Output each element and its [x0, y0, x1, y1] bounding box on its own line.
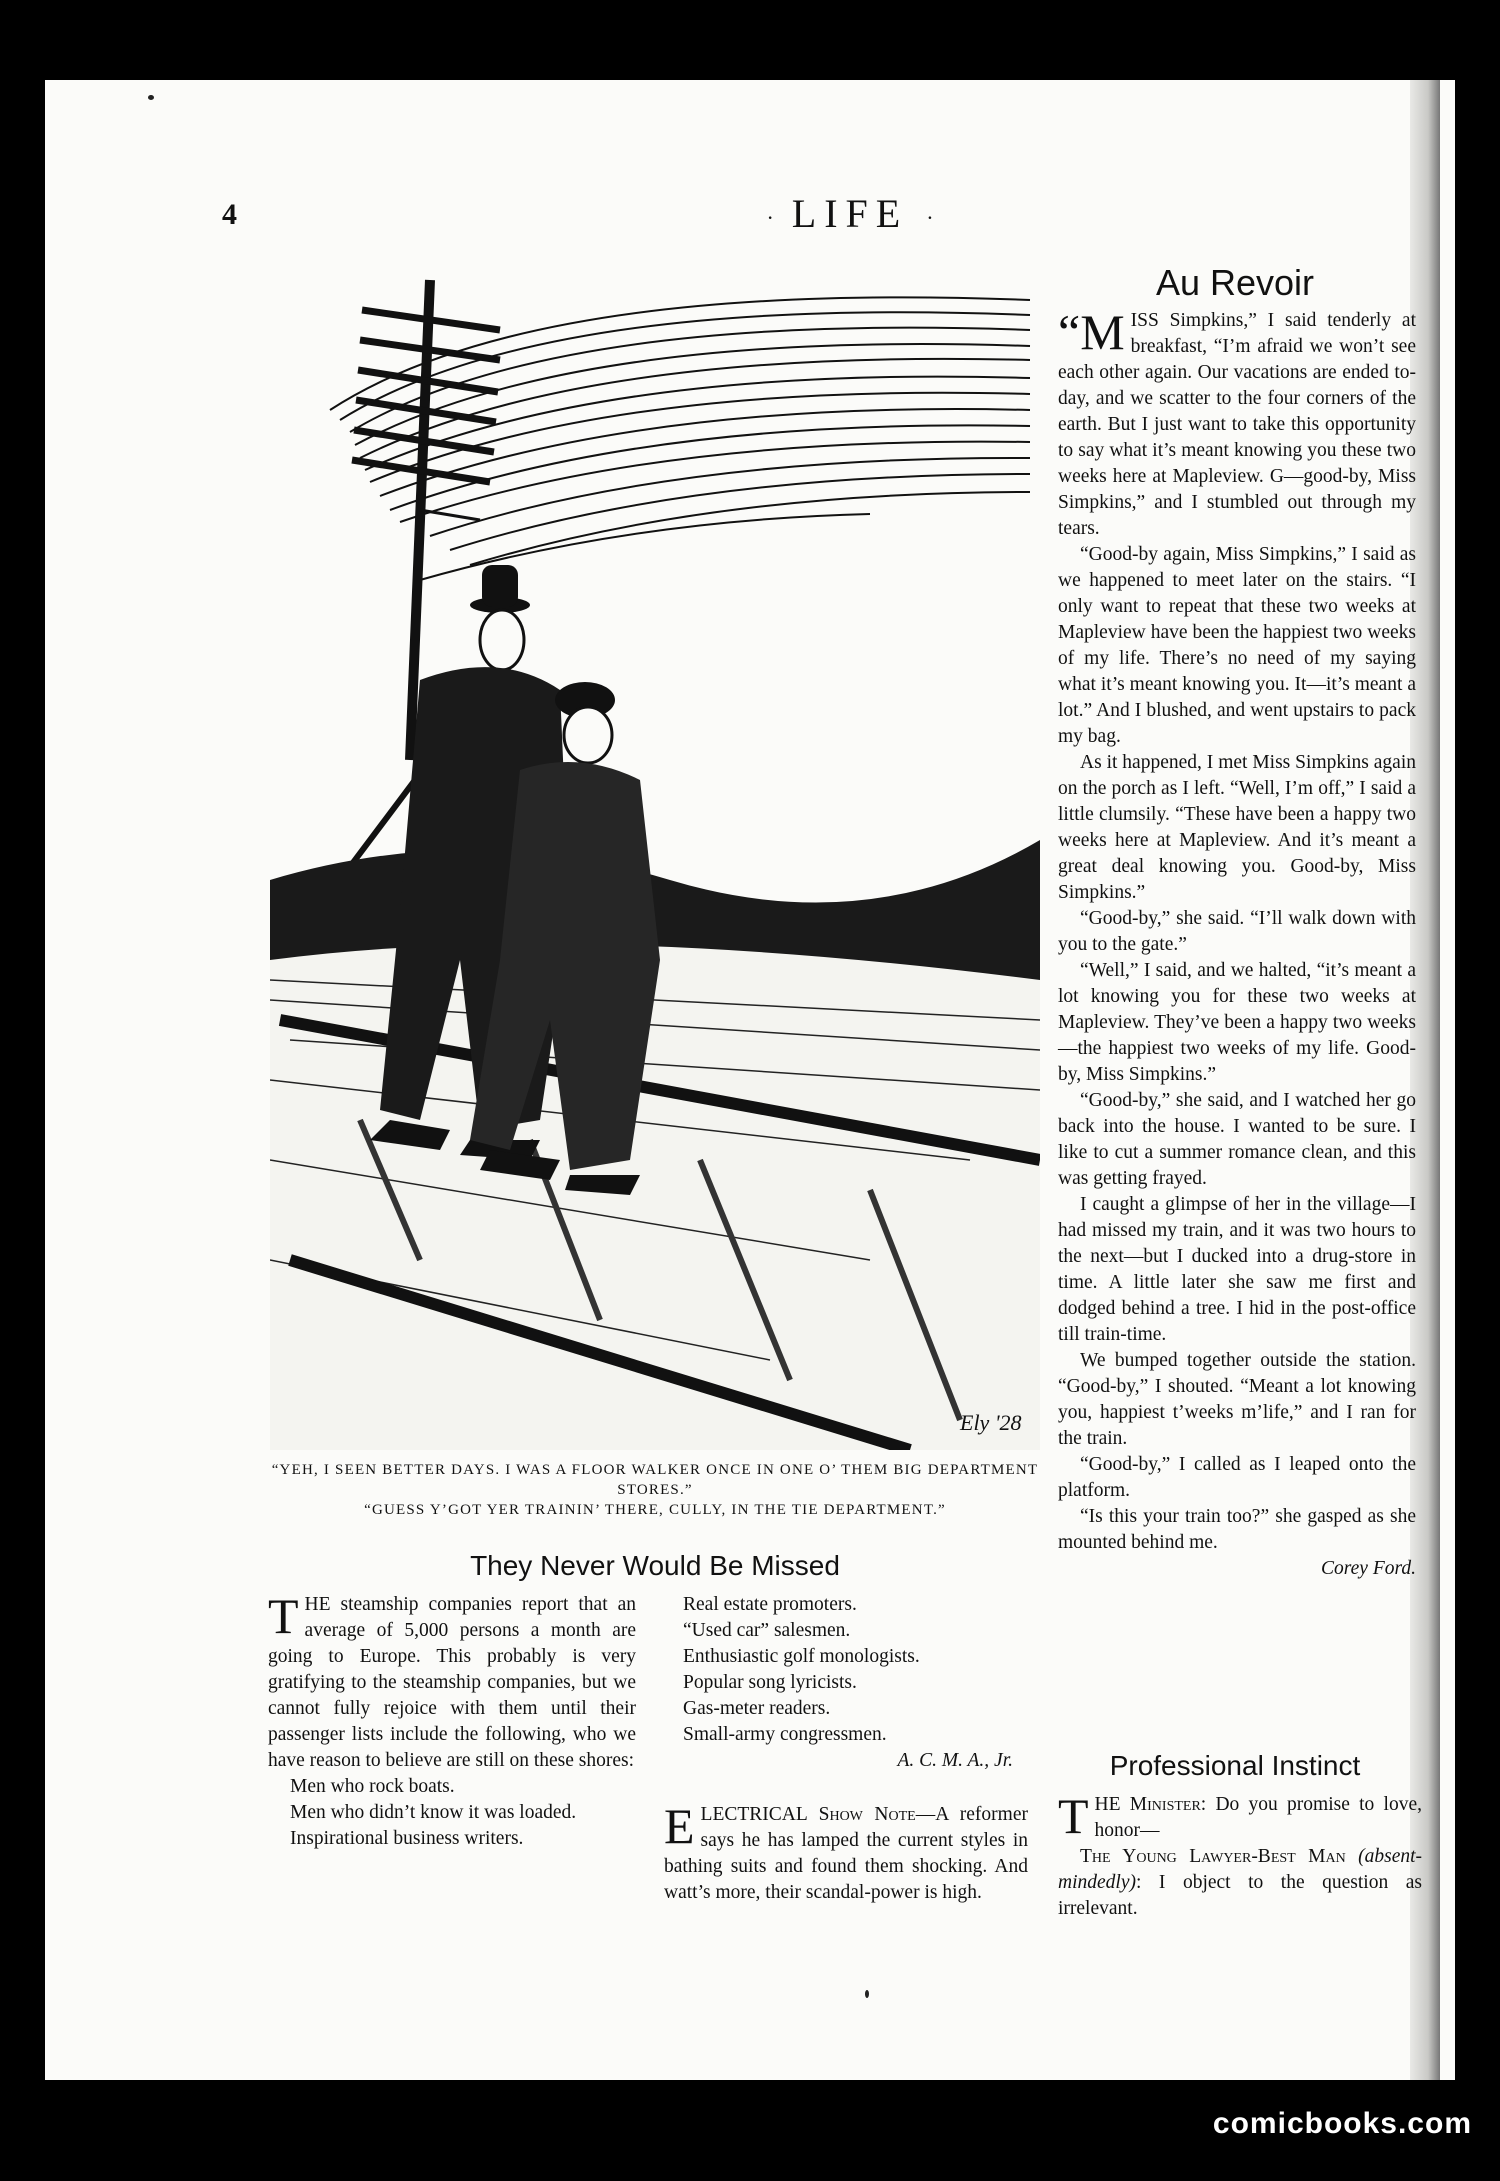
illustration-caption [270, 1460, 1040, 1520]
author-signature: A. C. M. A., Jr. [897, 1750, 1013, 1771]
page-number: 4 [222, 198, 237, 231]
caption-line-2: “GUESS Y’GOT YER TRAININ’ THERE, CULLY, IN THE TIE DEPARTMENT.” [364, 1502, 946, 1518]
lead-in: LECTRICAL Show Note [700, 1804, 916, 1825]
paragraph: “Is this your train too?” she gasped as she mounted behind me. [1058, 1506, 1416, 1553]
paragraph [1058, 304, 1416, 542]
stage-direction: (absent-mindedly) [1058, 1846, 1423, 1893]
article-title-au-revoir: Au Revoir [1155, 262, 1315, 303]
list-item: Inspirational business writers. [290, 1828, 524, 1849]
dust-speck [148, 95, 154, 100]
dialogue-line [1058, 1788, 1422, 1844]
article-title-professional-instinct: Professional Instinct [1109, 1750, 1361, 1781]
artist-signature: Ely '28 [960, 1410, 1022, 1435]
paragraph-text: —A reformer says he has lamped the current styles in bathing suits and found them shocking. And watt’s more, their scandal-power is high. [664, 1804, 1028, 1903]
dust-speck [865, 1990, 869, 1998]
paragraph: “Well,” I said, and we halted, “it’s meant a lot knowing you for these two weeks at Mapleview. They’ve been a happy two weeks—the happiest two weeks of my life. Good-by, Miss Simpkins.” [1058, 960, 1416, 1085]
caption-line-1: “YEH, I SEEN BETTER DAYS. I WAS A FLOOR WALKER ONCE IN ONE O’ THEM BIG DEPARTMENT STORES.” [271, 1462, 1039, 1498]
masthead [740, 190, 960, 237]
author-signature: Corey Ford. [1321, 1558, 1416, 1579]
list-item: Men who didn’t know it was loaded. [290, 1802, 577, 1823]
paragraph: “Good-by again, Miss Simpkins,” I said as we happened to meet later on the stairs. “I only want to repeat that these two weeks at Mapleview have been the happiest two weeks of my life. There’s no need of my saying what it’s meant knowing you. It—it’s meant a lot.” And I blushed, and went upstairs to pack my bag. [1058, 544, 1416, 747]
article-electrical-show-note [664, 1798, 1028, 1906]
paragraph [664, 1798, 1028, 1906]
article-body-never-missed [268, 1588, 636, 1852]
list-item: Enthusiastic golf monologists. [683, 1646, 920, 1667]
speaker: HE Minister [1094, 1794, 1201, 1815]
drop-cap: T [268, 1588, 299, 1644]
masthead-dot-left: · [766, 204, 774, 230]
dialogue-line [1058, 1844, 1422, 1922]
cartoon-illustration [270, 260, 1040, 1450]
paragraph: “Good-by,” she said, and I watched her go back into the house. I wanted to be sure. I like to cut a summer romance clean, and this was getting frayed. [1058, 1090, 1416, 1189]
article-body-professional-instinct [1058, 1788, 1423, 1922]
drop-cap: “M [1058, 304, 1125, 360]
article-list-continued [683, 1592, 1013, 1774]
watermark: comicbooks.com [1212, 2107, 1472, 2140]
list-item: “Used car” salesmen. [683, 1620, 851, 1641]
list-item: Men who rock boats. [290, 1776, 455, 1797]
list-item: Real estate promoters. [683, 1594, 857, 1615]
paragraph: “Good-by,” she said. “I’ll walk down with you to the gate.” [1058, 908, 1416, 955]
drop-cap: E [664, 1798, 695, 1854]
article-body-au-revoir [1058, 304, 1416, 1582]
dialogue-text: : Do you promise to love, honor— [1094, 1794, 1422, 1841]
paragraph-text: HE steamship companies report that an average of 5,000 persons a month are going to Europe. This probably is very gratifying to the steamship companies, but we cannot fully rejoice with them until their passenger lists include the following, who we have reason to believe are still on these shores: [268, 1594, 636, 1771]
paragraph: I caught a glimpse of her in the village—I had missed my train, and it was two hours to the next—but I ducked into a drug-store in time. A little later she saw me first and dodged behind a tree. I hid in the post-office till train-time. [1058, 1194, 1416, 1345]
dialogue-text: : I object to the question as irrelevant. [1058, 1872, 1422, 1919]
paragraph: As it happened, I met Miss Simpkins again on the porch as I left. “Well, I’m off,” I said a little clumsily. “These have been a happy two weeks here at Mapleview. And it’s meant a great deal knowing you. Good-by, Miss Simpkins.” [1058, 752, 1416, 903]
paragraph-text: ISS Simpkins,” I said tenderly at breakfast, “I’m afraid we won’t see each other again. Our vacations are ended to-day, and we scatter to the four corners of the earth. But I just want to take this opportunity to say what it’s meant knowing you these two weeks here at Mapleview. G—good-by, Miss Simpkins,” and I stumbled out through my tears. [1058, 310, 1416, 539]
speaker: The Young Lawyer-Best Man [1080, 1846, 1346, 1867]
masthead-dot-right: · [926, 204, 934, 230]
masthead-title: LIFE [791, 191, 909, 236]
list-item: Popular song lyricists. [683, 1672, 857, 1693]
list-item: Small-army congressmen. [683, 1724, 887, 1745]
list-item: Gas-meter readers. [683, 1698, 831, 1719]
paragraph: We bumped together outside the station. “Good-by,” I shouted. “Meant a lot knowing you, happiest t’weeks m’life,” and I ran for the train. [1058, 1350, 1416, 1449]
paragraph [268, 1588, 636, 1774]
drop-cap: T [1058, 1788, 1089, 1844]
paragraph: “Good-by,” I called as I leaped onto the platform. [1058, 1454, 1416, 1501]
article-title-never-missed: They Never Would Be Missed [470, 1550, 840, 1581]
